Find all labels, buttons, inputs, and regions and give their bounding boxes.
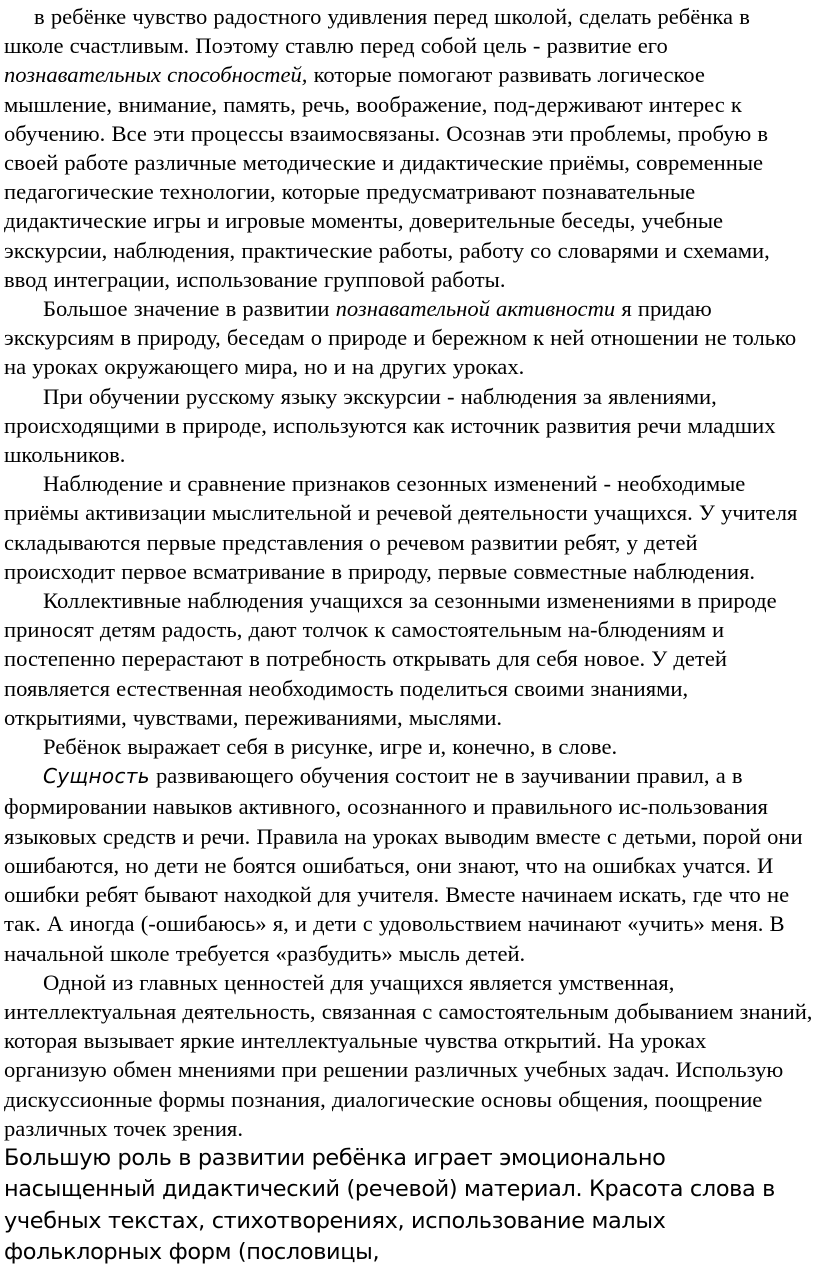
paragraph-excursions — [4, 294, 814, 382]
paragraph-text: в ребёнке чувство радостного удивления перед школой, сделать ребёнка в школе счастливым. Поэтому ставлю перед собой цель - развитие его — [4, 4, 750, 59]
paragraph-text: в — [504, 767, 515, 789]
paragraph-didactic-material: Большую роль в развитии ребёнка играет эмоционально насыщенный дидактический (речевой) материал. Красота слова в учебных текстах, стихотворениях, использование малых фольклорных форм (пословицы, — [4, 1144, 776, 1266]
paragraph-text: которые помогают развивать логическое мышление, внимание, память, речь, воображение, под-держивают интерес к обучению. Все эти процессы взаимосвязаны. Осознав эти проблемы, пробую в своей работе различные методические и дидактические приёмы, современные педагогические технологии, которые предусматривают познавательные дидактические игры и игровые моменты, доверительные беседы, учебные экскурсии, наблюдения, практические работы, работу со словарями и схемами, ввод интеграции, использование групповой работы. — [4, 62, 770, 292]
paragraph-intellectual-activity: Одной из главных ценностей для учащихся является умственная, интеллектуальная деятельность, связанная с самостоятельным добыванием знаний, которая вызывает яркие интеллектуальные чувства открытий. На уроках организую обмен мнениями при решении различных учебных задач. Использую дискуссионные формы познания, диалогические основы общения, поощрение различных точек зрения. — [4, 969, 813, 1141]
paragraph-text: развивающего обучения состоит не — [149, 763, 505, 789]
emphasis-essence: Сущность — [43, 764, 150, 789]
paragraph-child-expression: Ребёнок выражает себя в рисунке, игре и, конечно, в слове. — [43, 734, 618, 760]
paragraph-text: заучивании правил, а в формировании навыков активного, осознанного и правильного ис-пользования языковых средств и речи. Правила на уроках выводим вместе с детьми, порой они ошибаются, но дети не боятся ошибаться, они знают, что на ошибках учатся. И ошибки ребят бывают находкой для учителя. Вместе начинаем искать, где что не так. А иногда (-ошибаюсь» я, и дети с удовольствием начинают «учить» меня. В начальной школе требуется «разбудить» мысль детей. — [4, 763, 803, 966]
paragraph-text: Большое значение в развитии — [43, 296, 336, 322]
paragraph-observation: Наблюдение и сравнение признаков сезонных изменений - необходимые приёмы активизации мыслительной и речевой деятельности учащихся. У учителя складываются первые представления о речевом развитии ребят, у детей происходит первое всматривание в природу, первые совместные наблюдения. — [4, 471, 798, 584]
paragraph-essence — [4, 761, 814, 967]
paragraph-text: я придаю экскурсиям в природу, беседам о природе и бережном к ней отношении не только на уроках окружающего мира, но и на других уроках. — [4, 296, 797, 380]
paragraph-collective-observation: Коллективные наблюдения учащихся за сезонными изменениями в природе приносят детям радость, дают толчок к самостоятельным на-блюдениям и постепенно перерастают в потребность открывать для себя новое. У детей появляется естественная необходимость поделиться своими знаниями, открытиями, чувствами, переживаниями, мыслями. — [4, 588, 777, 730]
emphasis-cognitive-abilities: познавательных способностей, — [4, 62, 308, 88]
paragraph-russian-language: При обучении русскому языку экскурсии - наблюдения за явлениями, происходящими в природе, используются как источник развития речи младших школьников. — [4, 383, 776, 468]
paragraph-goal — [4, 2, 814, 294]
emphasis-cognitive-activity: познавательной активности — [335, 296, 616, 322]
